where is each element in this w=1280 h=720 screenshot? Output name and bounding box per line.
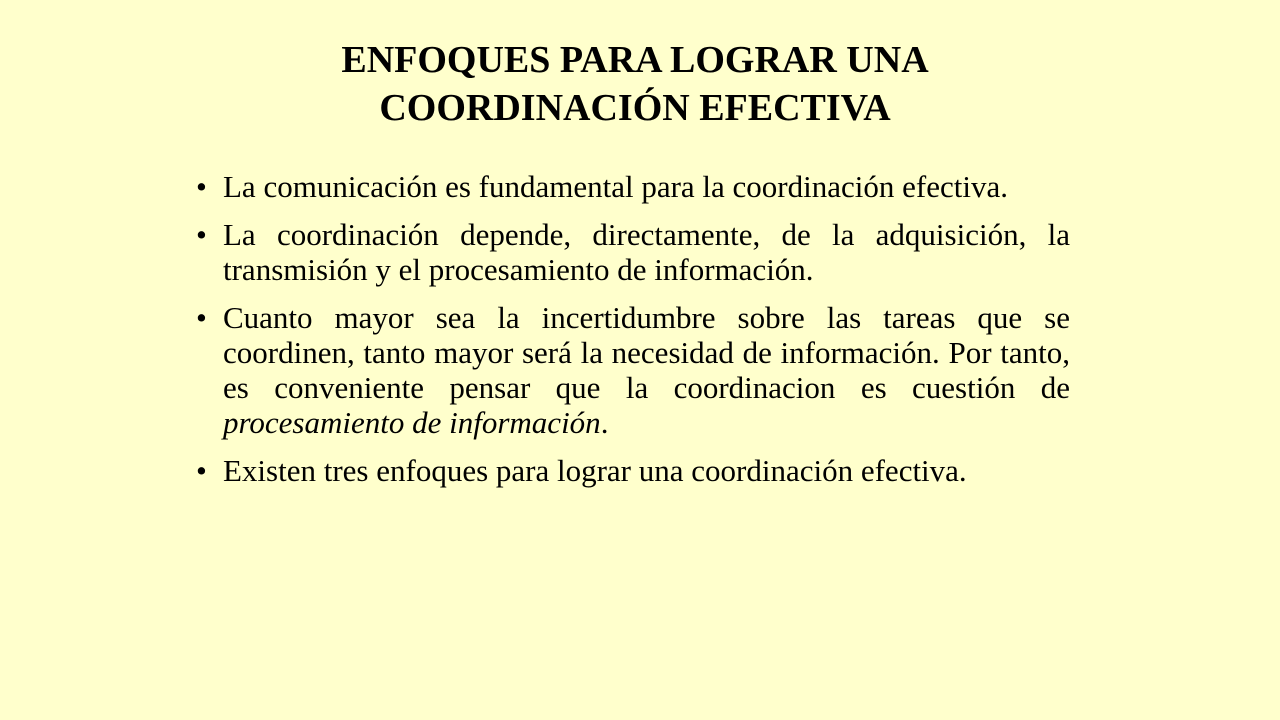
bullet-text xyxy=(223,300,1070,440)
bullet-icon: • xyxy=(196,300,207,335)
bullet-icon: • xyxy=(196,453,207,488)
bullet-text: La comunicación es fundamental para la coordinación efectiva. xyxy=(223,169,1008,204)
bullet-text-suffix: . xyxy=(600,405,609,440)
bullet-item xyxy=(196,300,1070,440)
bullet-item xyxy=(196,217,1070,287)
bullet-text: La coordinación depende, directamente, de la adquisición, la transmisión y el procesamiento de información. xyxy=(223,217,1070,287)
bullet-text: Existen tres enfoques para lograr una coordinación efectiva. xyxy=(223,453,967,488)
bullet-item xyxy=(196,453,1070,488)
bullet-text-main: Cuanto mayor sea la incertidumbre sobre las tareas que se coordinen, tanto mayor será la necesidad de información. Por tanto, es conveniente pensar que la coordinacion es cuestión de xyxy=(223,300,1070,405)
slide-title xyxy=(200,36,1070,132)
bullet-text-emphasis: procesamiento de información xyxy=(223,405,601,440)
bullet-item xyxy=(196,169,1070,204)
slide-title-line-2: COORDINACIÓN EFECTIVA xyxy=(379,87,891,129)
bullet-icon: • xyxy=(196,217,207,252)
bullet-list xyxy=(196,169,1070,488)
slide-title-line-1: ENFOQUES PARA LOGRAR UNA xyxy=(341,39,929,81)
bullet-icon: • xyxy=(196,169,207,204)
